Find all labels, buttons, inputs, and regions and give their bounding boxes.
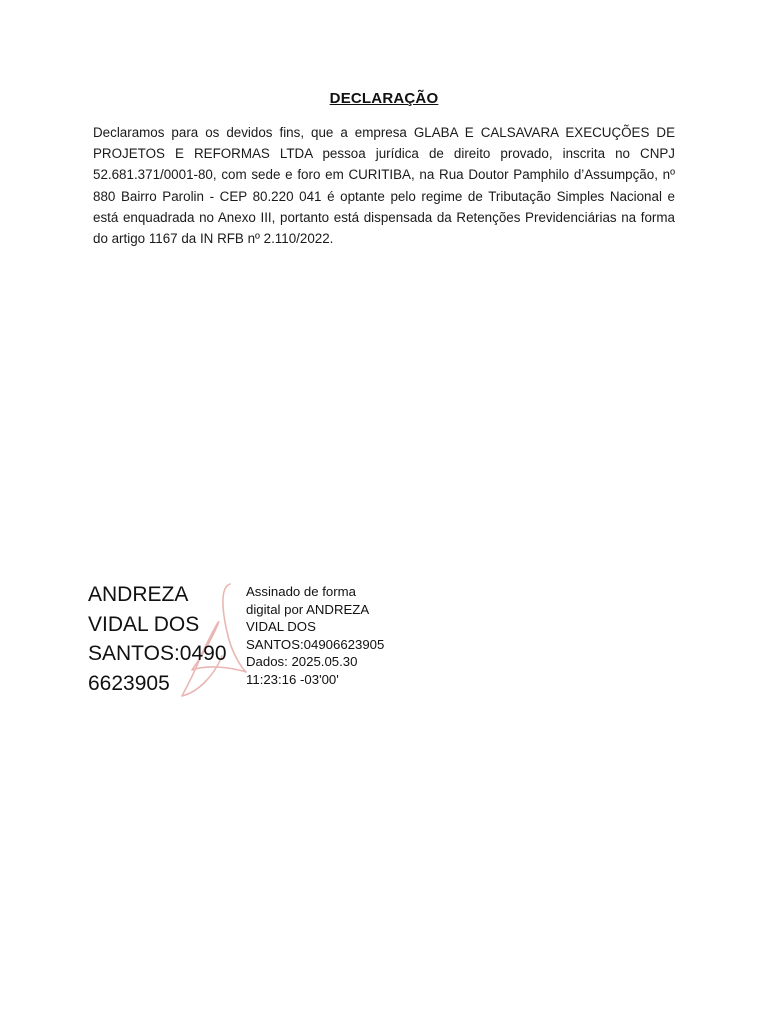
digital-signature	[86, 578, 416, 703]
signer-name	[88, 580, 238, 698]
declaration-paragraph: Declaramos para os devidos fins, que a empresa GLABA E CALSAVARA EXECUÇÕES DE PROJETOS E REFORMAS LTDA pessoa jurídica de direito provado, inscrita no CNPJ 52.681.371/0001-80, com sede e foro em CURITIBA, na Rua Doutor Pamphilo d’Assumpção, nº 880 Bairro Parolin - CEP 80.220 041 é optante pelo regime de Tributação Simples Nacional e está enquadrada no Anexo III, portanto está dispensada da Retenções Previdenciárias na forma do artigo 1167 da IN RFB nº 2.110/2022.	[93, 125, 675, 247]
signer-name-line: 6623905	[88, 671, 170, 695]
signer-name-line: ANDREZA	[88, 583, 189, 606]
signature-time-line: 11:23:16 -03'00'	[246, 671, 339, 687]
signature-detail-line: VIDAL DOS	[246, 619, 316, 635]
signature-detail-line: Assinado de forma	[246, 584, 356, 599]
signature-detail-line: digital por ANDREZA	[246, 601, 370, 617]
signer-name-line: VIDAL DOS	[88, 612, 200, 636]
signature-detail-line: SANTOS:04906623905	[246, 636, 385, 652]
signature-date-line: Dados: 2025.05.30	[246, 654, 358, 670]
document-title: DECLARAÇÃO	[329, 90, 439, 107]
signer-name-line: SANTOS:0490	[88, 642, 227, 665]
signature-details	[246, 583, 421, 689]
